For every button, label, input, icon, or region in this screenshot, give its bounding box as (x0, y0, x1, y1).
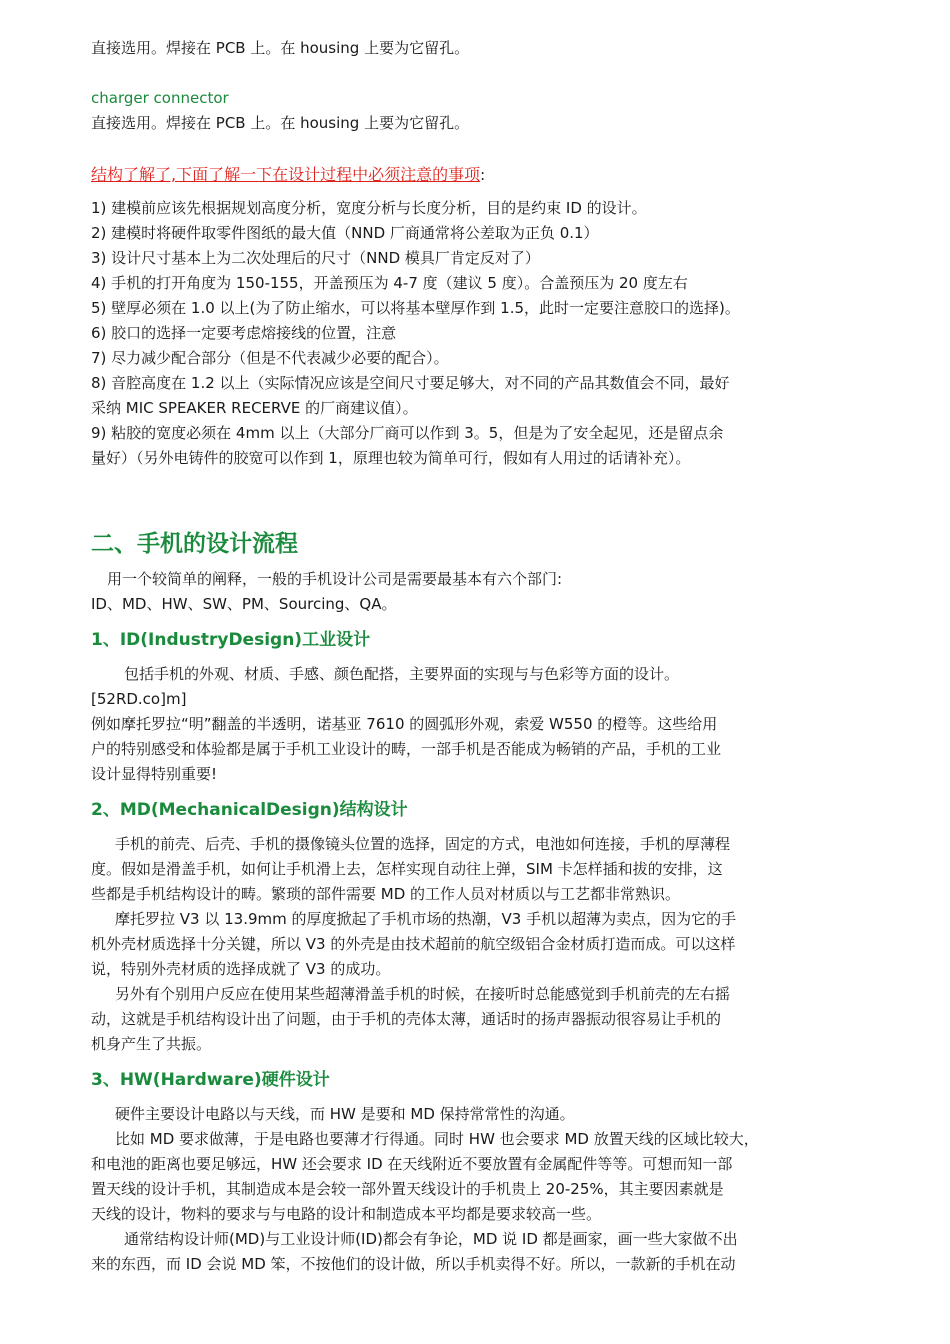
paragraph: 度。假如是滑盖手机，如何让手机滑上去，怎样实现自动往上弹，SIM 卡怎样插和拔的安排，这 (91, 860, 723, 878)
paragraph: 天线的设计，物料的要求与与电路的设计和制造成本平均都是要求较高一些。 (91, 1205, 602, 1223)
notice-heading: 结构了解了,下面了解一下在设计过程中必须注意的事项 (91, 165, 481, 184)
text-line: 直接选用。焊接在 PCB 上。在 housing 上要为它留孔。 (91, 39, 470, 57)
paragraph: 些都是手机结构设计的畴。繁琐的部件需要 MD 的工作人员对材质以与工艺都非常熟识。 (91, 885, 681, 903)
paragraph: [52RD.co]m] (91, 690, 187, 708)
paragraph: 通常结构设计师(MD)与工业设计师(ID)都会有争论，MD 说 ID 都是画家，画一些大家做不出 (124, 1230, 738, 1248)
list-item: 5) 壁厚必须在 1.0 以上(为了防止缩水，可以将基本壁厚作到 1.5，此时一定要注意胶口的选择)。 (91, 299, 740, 317)
list-item: 采纳 MIC SPEAKER RECERVE 的厂商建议值）。 (91, 399, 418, 417)
md-body (91, 832, 821, 1057)
subsection-title-md: 2、MD(MechanicalDesign)结构设计 (91, 800, 408, 820)
list-item: 8) 音腔高度在 1.2 以上（实际情况应该是空间尺寸要足够大，对不同的产品其数值会不同，最好 (91, 374, 730, 392)
paragraph: 比如 MD 要求做薄，于是电路也要薄才行得通。同时 HW 也会要求 MD 放置天线的区域比较大， (115, 1130, 759, 1148)
paragraph: 动，这就是手机结构设计出了问题，由于手机的壳体太薄，通话时的扬声器振动很容易让手机的 (91, 1010, 722, 1028)
list-item: 1) 建模前应该先根据规划高度分析，宽度分析与长度分析，目的是约束 ID 的设计。 (91, 199, 647, 217)
list-item: 4) 手机的打开角度为 150-155，开盖预压为 4-7 度（建议 5 度）。合盖预压为 20 度左右 (91, 274, 688, 292)
list-item: 量好）（另外电铸件的胶宽可以作到 1，原理也较为简单可行，假如有人用过的话请补充）。 (91, 449, 691, 467)
paragraph: 硬件主要设计电路以与天线，而 HW 是要和 MD 保持常常性的沟通。 (115, 1105, 575, 1123)
paragraph: 例如摩托罗拉“明”翻盖的半透明，诺基亚 7610 的圆弧形外观，索爱 W550 的橙等。这些给用 (91, 715, 718, 733)
paragraph: 包括手机的外观、材质、手感、颜色配搭，主要界面的实现与与色彩等方面的设计。 (124, 665, 680, 683)
paragraph: 来的东西，而 ID 会说 MD 笨，不按他们的设计做，所以手机卖得不好。所以，一款新的手机在动 (91, 1255, 736, 1273)
list-item: 7) 尽力减少配合部分（但是不代表减少必要的配合）。 (91, 349, 449, 367)
paragraph: 说，特别外壳材质的选择成就了 V3 的成功。 (91, 960, 391, 978)
charger-connector-heading: charger connector (91, 89, 229, 107)
paragraph: 机外壳材质选择十分关键，所以 V3 的外壳是由技术超前的航空级铝合金材质打造而成。可以这样 (91, 935, 736, 953)
paragraph: 设计显得特别重要! (91, 765, 218, 783)
document-page (91, 36, 821, 1277)
paragraph: 手机的前壳、后壳、手机的摄像镜头位置的选择，固定的方式，电池如何连接，手机的厚薄程 (115, 835, 731, 853)
paragraph: 另外有个别用户反应在使用某些超薄滑盖手机的时候，在接听时总能感觉到手机前壳的左右摇 (115, 985, 731, 1003)
paragraph: 户的特别感受和体验都是属于手机工业设计的畴，一部手机是否能成为畅销的产品，手机的工业 (91, 740, 722, 758)
list-item: 2) 建模时将硬件取零件图纸的最大值（NND 厂商通常将公差取为正负 0.1） (91, 224, 599, 242)
notice-colon: : (480, 166, 486, 184)
subsection-title-id: 1、ID(IndustryDesign)工业设计 (91, 630, 371, 650)
notice-heading-line (91, 162, 821, 188)
department-list: ID、MD、HW、SW、PM、Sourcing、QA。 (91, 595, 397, 613)
list-item: 9) 粘胶的宽度必须在 4mm 以上（大部分厂商可以作到 3。5，但是为了安全起见，还是留点余 (91, 424, 724, 442)
list-item: 3) 设计尺寸基本上为二次处理后的尺寸（NND 模具厂肯定反对了） (91, 249, 540, 267)
list-item: 6) 胶口的选择一定要考虑熔接线的位置，注意 (91, 324, 397, 342)
hw-body (91, 1102, 821, 1277)
section-title: 二、手机的设计流程 (91, 531, 298, 557)
notice-list (91, 196, 821, 471)
text-line: 直接选用。焊接在 PCB 上。在 housing 上要为它留孔。 (91, 114, 470, 132)
paragraph: 和电池的距离也要足够远，HW 还会要求 ID 在天线附近不要放置有金属配件等等。可想而知一部 (91, 1155, 733, 1173)
paragraph: 置天线的设计手机，其制造成本是会较一部外置天线设计的手机贵上 20-25%，其主要因素就是 (91, 1180, 724, 1198)
subsection-title-hw: 3、HW(Hardware)硬件设计 (91, 1070, 330, 1090)
paragraph: 机身产生了共振。 (91, 1035, 212, 1053)
paragraph: 摩托罗拉 V3 以 13.9mm 的厚度掀起了手机市场的热潮，V3 手机以超薄为卖点，因为它的手 (115, 910, 737, 928)
section-intro: 用一个较简单的阐释，一般的手机设计公司是需要最基本有六个部门: (107, 570, 563, 588)
